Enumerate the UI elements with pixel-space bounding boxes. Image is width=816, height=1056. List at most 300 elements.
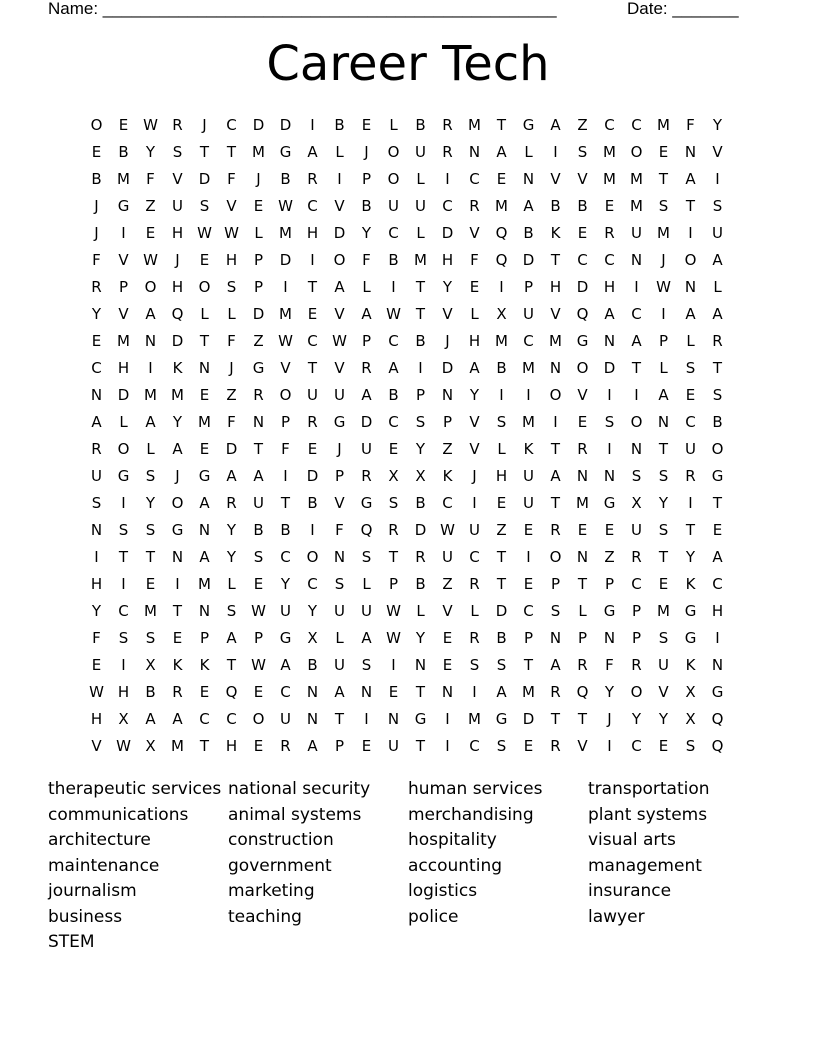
grid-letter: O [117,440,130,458]
grid-letter: C [604,116,615,134]
grid-letter: O [549,548,562,566]
grid-letter: S [604,413,615,431]
grid-letter: N [387,710,400,728]
grid-letter: S [388,494,399,512]
grid-row [83,517,735,544]
grid-letter: B [550,197,561,215]
grid-letter: X [496,305,507,323]
grid-letter: Y [145,143,156,161]
grid-letter: P [361,332,372,350]
grid-letter: Y [226,548,237,566]
grid-letter: T [307,278,318,296]
grid-letter: Y [172,413,183,431]
grid-letter: M [279,305,292,323]
grid-letter: E [253,575,264,593]
word-list-item: communications [48,804,189,825]
grid-letter: E [307,440,318,458]
grid-letter: R [307,170,318,188]
grid-letter: D [279,251,292,269]
grid-letter: B [388,251,399,269]
grid-letter: Z [442,440,453,458]
grid-letter: M [171,386,184,404]
grid-letter: I [445,737,450,755]
grid-letter: C [388,224,399,242]
grid-row [83,247,735,274]
word-list-item: management [588,855,702,876]
grid-letter: S [199,197,210,215]
grid-letter: I [391,278,396,296]
grid-letter: Y [415,440,426,458]
grid-letter: O [252,710,265,728]
grid-letter: I [121,575,126,593]
grid-letter: A [199,494,210,512]
page-title: Career Tech [266,36,550,92]
grid-letter: N [549,629,562,647]
grid-letter: Z [442,575,453,593]
grid-letter: N [630,440,643,458]
grid-letter: T [685,521,696,539]
grid-letter: T [415,683,426,701]
grid-letter: E [388,683,399,701]
grid-letter: H [441,251,454,269]
grid-letter: F [227,170,236,188]
grid-row [83,328,735,355]
grid-letter: D [522,251,535,269]
grid-letter: A [685,305,696,323]
grid-letter: R [577,440,588,458]
grid-letter: M [522,413,535,431]
grid-letter: Z [226,386,237,404]
grid-letter: A [91,413,102,431]
grid-letter: N [90,521,103,539]
grid-letter: W [143,251,158,269]
grid-letter: T [550,494,561,512]
grid-letter: O [630,413,643,431]
grid-letter: I [445,710,450,728]
grid-letter: I [121,494,126,512]
grid-letter: H [306,224,319,242]
grid-letter: E [523,737,534,755]
grid-letter: X [307,629,318,647]
grid-letter: B [307,656,318,674]
grid-letter: W [197,224,212,242]
grid-letter: X [415,467,426,485]
grid-letter: L [416,170,425,188]
grid-letter: X [118,710,129,728]
grid-letter: D [279,116,292,134]
grid-letter: I [310,521,315,539]
grid-letter: S [145,629,156,647]
grid-letter: W [224,224,239,242]
grid-letter: K [442,467,453,485]
grid-letter: F [146,170,155,188]
grid-letter: P [631,629,642,647]
grid-letter: C [631,737,642,755]
grid-letter: H [117,359,130,377]
grid-row [83,598,735,625]
grid-letter: F [227,413,236,431]
grid-letter: I [688,494,693,512]
grid-row [83,409,735,436]
grid-letter: C [91,359,102,377]
grid-letter: M [198,413,211,431]
grid-letter: R [577,656,588,674]
grid-letter: O [711,440,724,458]
grid-letter: R [631,548,642,566]
grid-letter: D [198,170,211,188]
grid-letter: U [280,602,291,620]
grid-letter: A [550,116,561,134]
grid-letter: W [251,656,266,674]
grid-letter: J [364,143,369,161]
grid-letter: E [658,737,669,755]
grid-letter: V [577,386,588,404]
word-list-item: government [228,855,332,876]
grid-letter: T [685,197,696,215]
grid-letter: S [712,386,723,404]
grid-letter: R [91,278,102,296]
grid-letter: N [198,359,211,377]
grid-letter: R [280,737,291,755]
grid-letter: E [577,521,588,539]
grid-letter: Y [712,116,723,134]
grid-row [83,355,735,382]
grid-letter: X [145,656,156,674]
grid-letter: S [712,197,723,215]
grid-letter: O [549,386,562,404]
grid-letter: Y [658,494,669,512]
grid-letter: M [522,683,535,701]
grid-letter: V [334,305,345,323]
grid-letter: R [226,494,237,512]
grid-letter: L [659,359,668,377]
grid-letter: J [445,332,450,350]
grid-letter: J [472,467,477,485]
grid-letter: N [306,710,319,728]
grid-letter: N [684,143,697,161]
grid-letter: F [92,629,101,647]
grid-letter: Y [307,602,318,620]
grid-letter: N [657,413,670,431]
grid-letter: M [603,170,616,188]
header-row [48,0,748,21]
grid-letter: Y [604,683,615,701]
grid-letter: I [391,656,396,674]
grid-letter: P [388,575,399,593]
grid-letter: B [577,197,588,215]
grid-letter: J [661,251,666,269]
grid-letter: E [577,224,588,242]
grid-letter: A [361,629,372,647]
grid-letter: U [307,386,318,404]
grid-letter: R [685,467,696,485]
grid-letter: D [225,440,238,458]
grid-letter: E [658,143,669,161]
word-list-item: national security [228,779,371,799]
grid-letter: O [306,548,319,566]
grid-letter: A [199,548,210,566]
grid-letter: J [175,251,180,269]
grid-letter: U [361,440,372,458]
grid-letter: Z [145,197,156,215]
grid-letter: V [577,737,588,755]
grid-letter: U [523,494,534,512]
grid-letter: S [145,467,156,485]
grid-letter: C [523,602,534,620]
grid-letter: K [172,359,183,377]
grid-letter: M [117,332,130,350]
grid-row [83,733,735,760]
grid-letter: U [415,143,426,161]
grid-letter: B [712,413,723,431]
grid-row [83,706,735,733]
grid-letter: Q [360,521,373,539]
grid-letter: N [90,386,103,404]
grid-letter: Q [711,710,724,728]
grid-letter: A [712,251,723,269]
grid-letter: C [442,494,453,512]
grid-letter: A [145,413,156,431]
grid-letter: V [442,305,453,323]
grid-letter: O [144,278,157,296]
grid-letter: P [523,278,534,296]
grid-letter: T [415,278,426,296]
grid-letter: C [469,170,480,188]
grid-letter: V [172,170,183,188]
grid-letter: O [279,386,292,404]
grid-letter: U [91,467,102,485]
grid-letter: U [172,197,183,215]
grid-letter: E [172,629,183,647]
grid-letter: E [712,521,723,539]
grid-letter: T [496,548,507,566]
word-list-item: marketing [228,881,315,901]
grid-letter: J [337,440,342,458]
grid-letter: T [253,440,264,458]
grid-letter: T [118,548,129,566]
grid-letter: E [253,683,264,701]
grid-letter: P [280,413,291,431]
grid-letter: B [118,143,129,161]
grid-letter: I [283,278,288,296]
grid-letter: T [712,359,723,377]
grid-letter: N [441,683,454,701]
grid-letter: G [711,467,724,485]
grid-letter: S [91,494,102,512]
grid-letter: H [117,683,130,701]
grid-letter: I [607,737,612,755]
grid-row [83,166,735,193]
grid-letter: P [415,386,426,404]
grid-letter: S [496,413,507,431]
grid-letter: S [118,521,129,539]
grid-letter: C [631,575,642,593]
grid-letter: P [253,629,264,647]
grid-letter: T [199,737,210,755]
grid-letter: O [684,251,697,269]
grid-letter: R [415,548,426,566]
grid-letter: U [658,656,669,674]
grid-letter: E [361,116,372,134]
word-list-item: hospitality [408,830,497,850]
grid-letter: G [117,467,130,485]
grid-letter: S [415,413,426,431]
grid-letter: M [603,143,616,161]
grid-letter: D [252,305,265,323]
grid-letter: S [577,143,588,161]
grid-letter: X [685,710,696,728]
grid-letter: N [711,656,724,674]
grid-letter: V [91,737,102,755]
grid-letter: S [658,467,669,485]
grid-letter: R [442,116,453,134]
grid-letter: A [334,683,345,701]
grid-letter: P [604,575,615,593]
grid-letter: L [119,413,128,431]
grid-letter: Y [415,629,426,647]
grid-letter: C [388,332,399,350]
grid-letter: J [256,170,261,188]
grid-letter: I [715,170,720,188]
grid-letter: Z [253,332,264,350]
grid-letter: B [334,116,345,134]
word-list-item: animal systems [228,804,362,825]
grid-letter: P [631,602,642,620]
grid-letter: D [306,467,319,485]
grid-letter: C [199,710,210,728]
grid-letter: N [630,251,643,269]
grid-letter: D [117,386,130,404]
grid-letter: F [335,521,344,539]
grid-letter: C [523,332,534,350]
grid-letter: C [280,548,291,566]
grid-letter: G [252,359,265,377]
grid-letter: E [199,251,210,269]
grid-letter: N [441,386,454,404]
grid-letter: N [603,629,616,647]
grid-letter: G [279,143,292,161]
grid-letter: H [225,251,238,269]
grid-letter: F [470,251,479,269]
grid-letter: C [631,116,642,134]
word-list-item: teaching [228,906,302,927]
grid-letter: D [441,359,454,377]
grid-letter: Y [469,386,480,404]
grid-letter: U [523,467,534,485]
grid-letter: T [658,440,669,458]
grid-letter: E [658,575,669,593]
grid-letter: E [388,440,399,458]
grid-letter: T [712,494,723,512]
grid-row [83,625,735,652]
grid-letter: G [684,629,697,647]
grid-letter: E [91,656,102,674]
grid-letter: H [468,332,481,350]
grid-letter: U [631,521,642,539]
grid-letter: S [253,548,264,566]
grid-letter: V [712,143,723,161]
grid-letter: C [604,251,615,269]
grid-row [83,463,735,490]
grid-letter: L [335,143,344,161]
grid-letter: Q [225,683,238,701]
grid-letter: T [226,656,237,674]
grid-row [83,382,735,409]
grid-letter: W [440,521,455,539]
grid-letter: G [414,710,427,728]
grid-letter: I [688,224,693,242]
grid-letter: X [631,494,642,512]
grid-row [83,301,735,328]
grid-letter: E [199,440,210,458]
grid-letter: H [90,575,103,593]
grid-letter: R [550,683,561,701]
grid-letter: E [91,332,102,350]
grid-row [83,436,735,463]
grid-letter: E [145,575,156,593]
grid-letter: A [550,656,561,674]
grid-letter: B [361,197,372,215]
grid-letter: C [307,575,318,593]
grid-letter: O [630,143,643,161]
grid-letter: E [496,170,507,188]
grid-letter: T [631,359,642,377]
grid-letter: I [94,548,99,566]
grid-letter: N [252,413,265,431]
grid-letter: P [361,170,372,188]
grid-letter: L [200,305,209,323]
grid-letter: A [172,440,183,458]
grid-letter: G [171,521,184,539]
letter-grid [83,112,735,760]
grid-letter: M [495,332,508,350]
grid-letter: I [634,386,639,404]
grid-letter: E [307,305,318,323]
grid-letter: R [604,224,615,242]
word-list-item: lawyer [588,906,645,927]
grid-letter: S [658,629,669,647]
grid-letter: V [469,224,480,242]
grid-letter: D [333,224,346,242]
grid-letter: B [307,494,318,512]
grid-letter: M [468,116,481,134]
grid-letter: W [332,332,347,350]
grid-letter: A [658,386,669,404]
grid-letter: A [172,710,183,728]
grid-letter: E [523,575,534,593]
grid-letter: G [198,467,211,485]
grid-letter: S [226,602,237,620]
grid-letter: C [280,683,291,701]
grid-letter: M [279,224,292,242]
grid-letter: I [445,170,450,188]
grid-letter: M [171,737,184,755]
word-list-item: transportation [588,779,710,799]
grid-letter: P [334,467,345,485]
grid-letter: T [307,359,318,377]
grid-letter: L [470,305,479,323]
grid-letter: B [496,359,507,377]
grid-letter: N [306,683,319,701]
grid-letter: V [334,494,345,512]
grid-letter: A [226,629,237,647]
grid-letter: I [607,440,612,458]
grid-letter: I [364,710,369,728]
grid-letter: Z [496,521,507,539]
grid-row [83,544,735,571]
grid-row [83,112,735,139]
grid-letter: M [144,602,157,620]
